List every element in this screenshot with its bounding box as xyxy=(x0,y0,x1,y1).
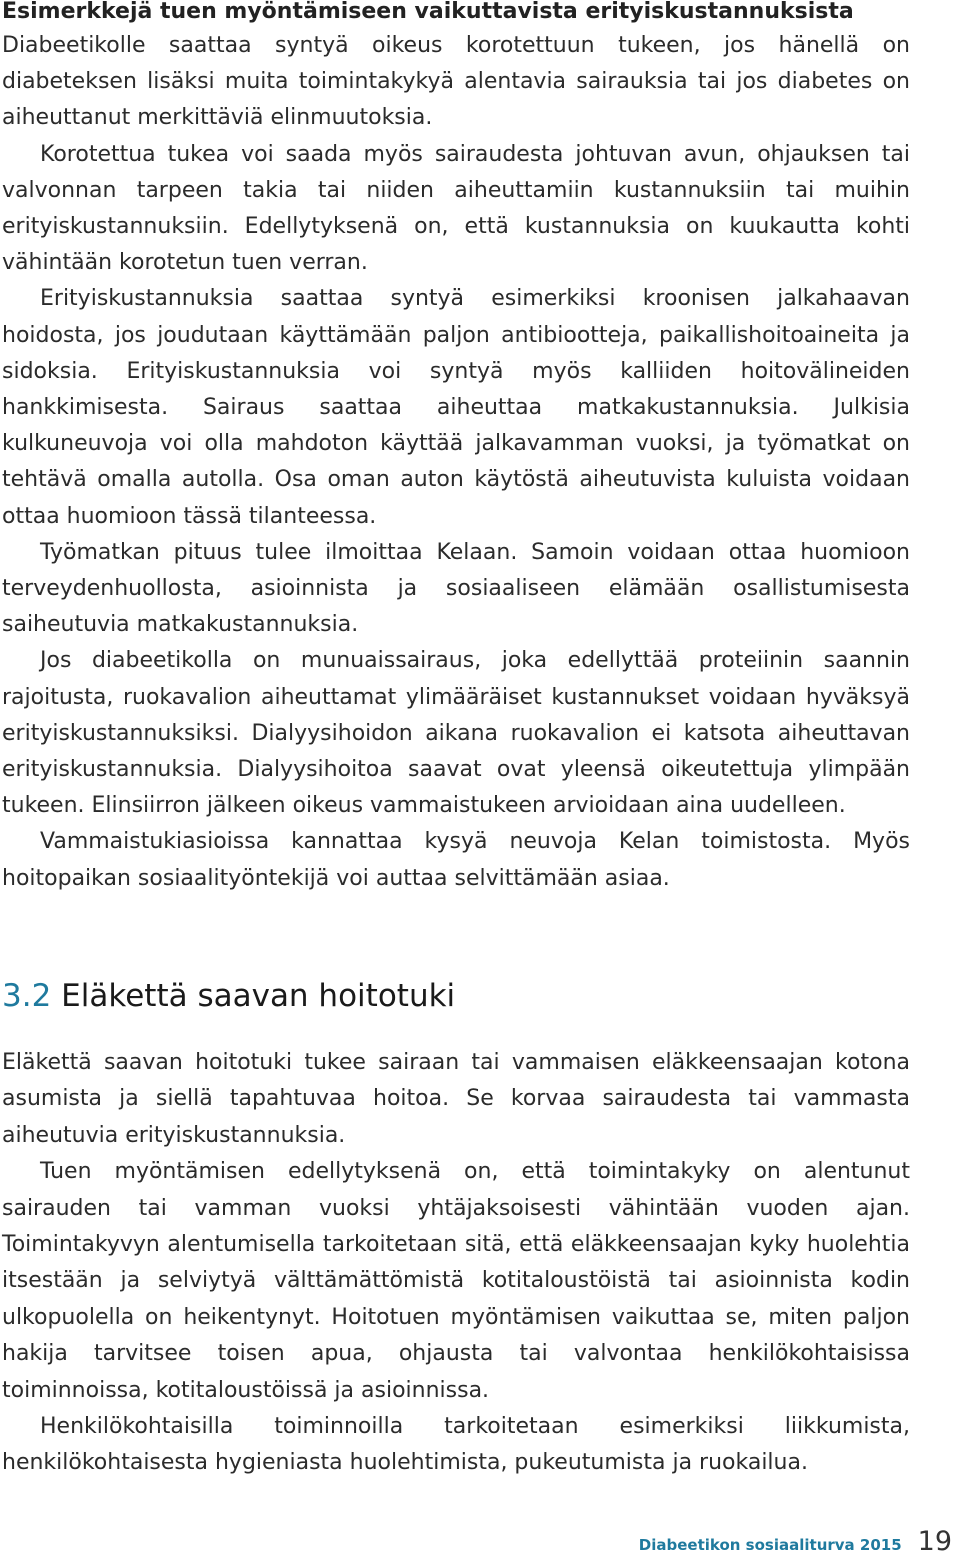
section-body xyxy=(2,28,910,897)
section-heading: Esimerkkejä tuen myöntämiseen vaikuttavista erityiskustannuksista xyxy=(2,0,854,24)
paragraph: Henkilökohtaisilla toiminnoilla tarkoitetaan esimerkiksi liikkumista, henkilökohtaisesta hygieniasta huolehtimista, pukeutumista ja ruokailua. xyxy=(2,1414,910,1476)
paragraph: Diabeetikolle saattaa syntyä oikeus korotettuun tukeen, jos hänellä on diabeteksen lisäksi muita toimintakykyä alentavia sairauksia tai jos diabetes on aiheuttanut merkittäviä elinmuutoksia. xyxy=(2,33,910,131)
chapter-number: 3.2 xyxy=(2,978,52,1014)
chapter-body xyxy=(2,1045,910,1482)
paragraph: Korotettua tukea voi saada myös sairaudesta johtuvan avun, ohjauksen tai valvonnan tarpeen takia tai niiden aiheuttamiin kustannuksiin tai muihin erityiskustannuksiin. Edellytyksenä on, että kustannuksia on kuukautta kohti vähintään korotetun tuen verran. xyxy=(2,141,910,276)
paragraph: Erityiskustannuksia saattaa syntyä esimerkiksi kroonisen jalkahaavan hoidosta, jos joudutaan käyttämään paljon antibiootteja, paikallishoitoaineita ja sidoksia. Erityiskustannuksia voi syntyä myös kalliiden hoitovälineiden hankkimisesta. Sairaus saattaa aiheuttaa matkakustannuksia. Julkisia kulkuneuvoja voi olla mahdoton käyttää jalkavamman vuoksi, ja työmatkat on tehtävä omalla autolla. Osa oman auton käytöstä aiheutuvista kuluista voidaan ottaa huomioon tässä tilanteessa. xyxy=(2,286,910,529)
paragraph: Eläkettä saavan hoitotuki tukee sairaan tai vammaisen eläkkeensaajan kotona asumista ja siellä tapahtuvaa hoitoa. Se korvaa sairaudesta tai vammasta aiheutuvia erityiskustannuksia. xyxy=(2,1050,910,1148)
publication-title: Diabeetikon sosiaaliturva 2015 xyxy=(638,1536,902,1554)
paragraph: Jos diabeetikolla on munuaissairaus, joka edellyttää proteiinin saannin rajoitusta, ruokavalion aiheuttamat ylimääräiset kustannukset voidaan hyväksyä erityiskustannuksiksi. Dialyysihoidon aikana ruokavalion ei katsota aiheuttavan erityiskustannuksia. Dialyysihoitoa saavat ovat yleensä oikeutettuja ylimpään tukeen. Elinsiirron jälkeen oikeus vammaistukeen arvioidaan aina uudelleen. xyxy=(2,648,910,819)
page-footer xyxy=(639,1523,952,1557)
page-number: 19 xyxy=(917,1526,952,1557)
paragraph: Työmatkan pituus tulee ilmoittaa Kelaan. Samoin voidaan ottaa huomioon terveydenhuollosta, asioinnista ja sosiaaliseen elämään osallistumisesta saiheutuvia matkakustannuksia. xyxy=(2,539,910,638)
paragraph: Vammaistukiasioissa kannattaa kysyä neuvoja Kelan toimistosta. Myös hoitopaikan sosiaalityöntekijä voi auttaa selvittämään asiaa. xyxy=(2,829,910,891)
paragraph: Tuen myöntämisen edellytyksenä on, että toimintakyky on alentunut sairauden tai vamman vuoksi yhtäjaksoisesti vähintään vuoden ajan. Toimintakyvyn alentumisella tarkoitetaan sitä, että eläkkeensaajan kyky huolehtia itsestään ja selviytyä välttämättömistä kotitaloustöistä tai asioinnista kodin ulkopuolella on heikentynyt. Hoitotuen myöntämisen vaikuttaa se, miten paljon hakija tarvitsee toisen apua, ohjausta tai valvontaa henkilökohtaisissa toiminnoissa, kotitaloustöissä ja asioinnissa. xyxy=(2,1159,910,1403)
chapter-title: Eläkettä saavan hoitotuki xyxy=(61,978,456,1014)
chapter-heading xyxy=(2,974,455,1018)
